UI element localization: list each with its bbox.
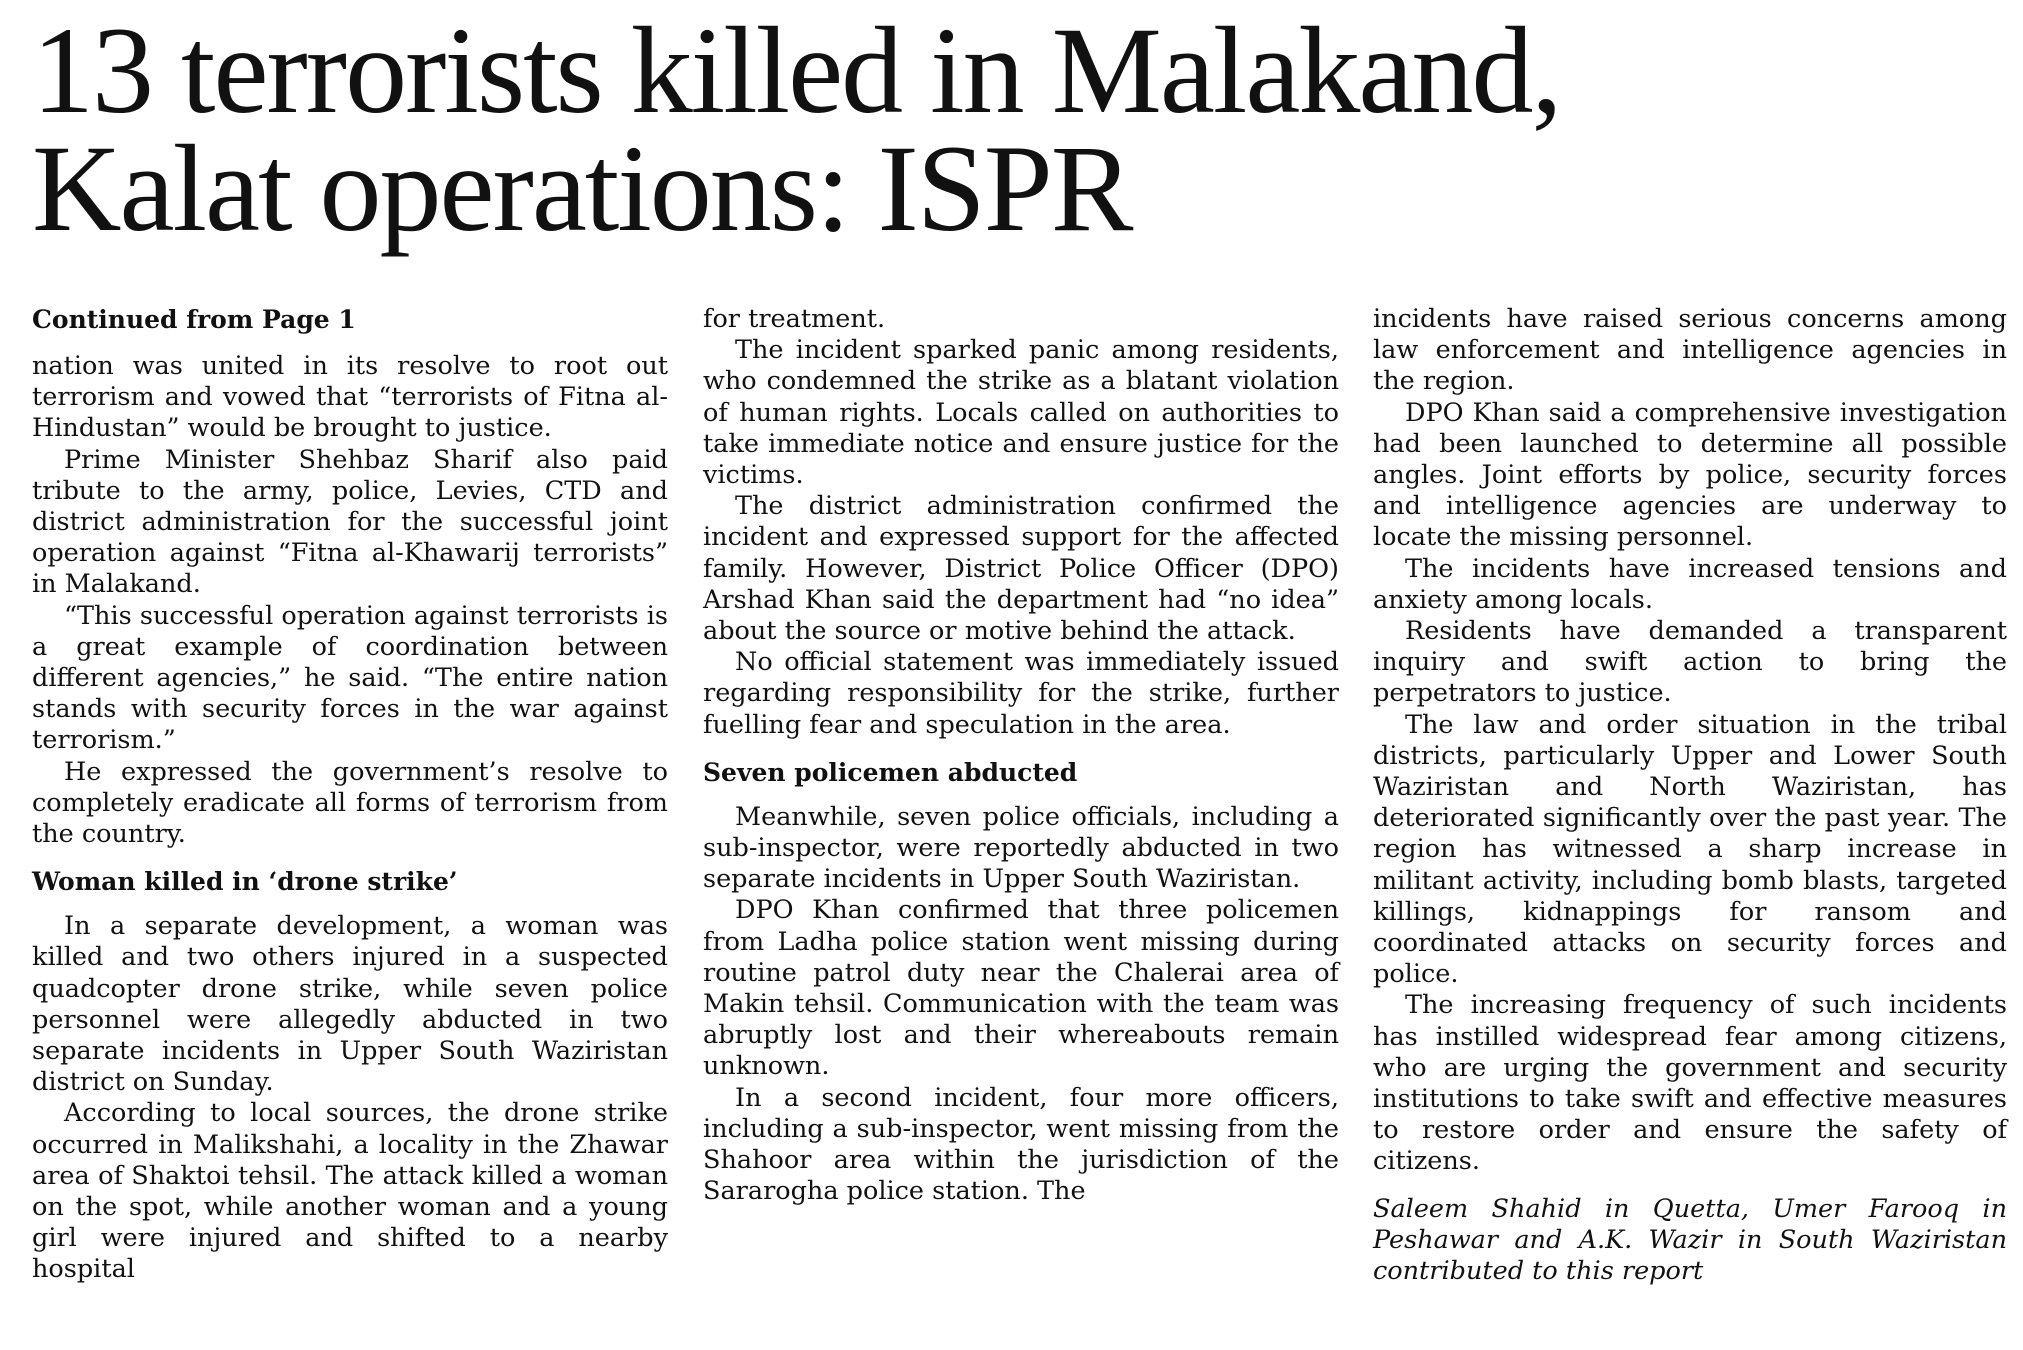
paragraph: The law and order situation in the tribal districts, particularly Upper and Lower South Waziristan and North Waziristan, has deteriorated significantly over the past year. The region has witnessed a sharp increase in militant activity, including bomb blasts, targeted killings, kidnappings for ransom and coordinated attacks on security forces and police. <box>1373 709 2007 990</box>
paragraph: No official statement was immediately issued regarding responsibility for the strike, further fuelling fear and speculation in the area. <box>703 647 1339 740</box>
headline-line-2: Kalat operations: ISPR <box>32 120 1132 257</box>
paragraph: In a separate development, a woman was killed and two others injured in a suspected quadcopter drone strike, while seven police personnel were allegedly abducted in two separate incidents in Upper South Waziristan district on Sunday. <box>32 911 668 1098</box>
paragraph: DPO Khan confirmed that three policemen from Ladha police station went missing during routine patrol duty near the Chalerai area of Makin tehsil. Communication with the team was abruptly lost and their whereabouts remain unknown. <box>703 895 1339 1082</box>
paragraph: for treatment. <box>703 304 886 334</box>
article-column-1 <box>32 304 668 1286</box>
paragraph: Prime Minister Shehbaz Sharif also paid tribute to the army, police, Levies, CTD and district administration for the successful joint operation against “Fitna al-Khawarij terrorists” in Malakand. <box>32 444 668 600</box>
subheading-drone-strike: Woman killed in ‘drone strike’ <box>32 867 458 897</box>
paragraph: The incident sparked panic among residents, who condemned the strike as a blatant violation of human rights. Locals called on authorities to take immediate notice and ensure justice for the victims. <box>703 335 1339 491</box>
paragraph: The district administration confirmed the incident and expressed support for the affected family. However, District Police Officer (DPO) Arshad Khan said the department had “no idea” about the source or motive behind the attack. <box>703 491 1339 647</box>
byline: Saleem Shahid in Quetta, Umer Farooq in Peshawar and A.K. Wazir in South Waziristan contributed to this report <box>1373 1193 2007 1287</box>
paragraph: DPO Khan said a comprehensive investigation had been launched to determine all possible angles. Joint efforts by police, security forces and intelligence agencies are underway to locate the missing personnel. <box>1373 397 2007 553</box>
paragraph: According to local sources, the drone strike occurred in Malikshahi, a locality in the Zhawar area of Shaktoi tehsil. The attack killed a woman on the spot, while another woman and a young girl were injured and shifted to a nearby hospital <box>32 1098 668 1285</box>
paragraph: In a second incident, four more officers, including a sub-inspector, went missing from the Shahoor area within the jurisdiction of the Sararogha police station. The <box>703 1082 1339 1207</box>
subheading-policemen-abducted: Seven policemen abducted <box>703 757 1078 787</box>
paragraph: nation was united in its resolve to root out terrorism and vowed that “terrorists of Fitna al-Hindustan” would be brought to justice. <box>32 351 668 444</box>
article-column-2 <box>703 304 1339 1207</box>
article-column-3 <box>1373 304 2007 1287</box>
paragraph: He expressed the government’s resolve to completely eradicate all forms of terrorism from the country. <box>32 756 668 850</box>
paragraph: Meanwhile, seven police officials, including a sub-inspector, were reportedly abducted in two separate incidents in Upper South Waziristan. <box>703 801 1339 895</box>
paragraph: Residents have demanded a transparent inquiry and swift action to bring the perpetrators to justice. <box>1373 616 2007 709</box>
paragraph: “This successful operation against terrorists is a great example of coordination between different agencies,” he said. “The entire nation stands with security forces in the war against terrorism.” <box>32 600 668 756</box>
paragraph: The increasing frequency of such incidents has instilled widespread fear among citizens, who are urging the government and security institutions to take swift and effective measures to restore order and ensure the safety of citizens. <box>1373 990 2007 1177</box>
headline-line-1: 13 terrorists killed in Malakand, <box>32 2 1561 139</box>
paragraph: The incidents have increased tensions and anxiety among locals. <box>1373 553 2007 615</box>
continued-label: Continued from Page 1 <box>32 305 356 334</box>
headline <box>32 2 1992 257</box>
paragraph: incidents have raised serious concerns among law enforcement and intelligence agencies in the region. <box>1373 304 2007 397</box>
